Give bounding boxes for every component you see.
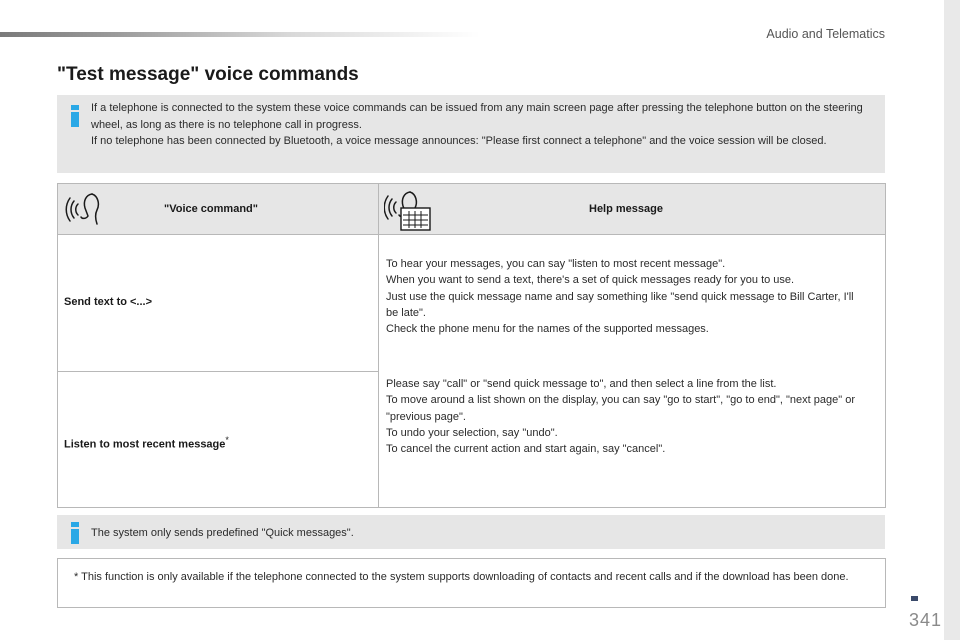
table-header-row (58, 184, 885, 235)
command-send-text: Send text to <...> (64, 296, 153, 308)
voice-command-table (57, 183, 886, 508)
note-info-box (57, 515, 885, 549)
footnote-text: * This function is only available if the telephone connected to the system supports downloading of contacts and recent calls and if the download has been done. (74, 571, 849, 583)
help-paragraph-1: To hear your messages, you can say "listen to most recent message". When you want to send a text, there's a set of quick messages ready for you to use. Just use the quick message name and say something like "send quick message to Bill Carter, I'll be late". Check the phone menu for the names of the supported messages. (386, 258, 854, 336)
info-icon (71, 105, 79, 127)
section-title: Audio and Telematics (766, 27, 885, 41)
help-paragraph-2: Please say "call" or "send quick message to", and then select a line from the list. To move around a list shown on the display, you can say "go to start", "go to end", "next page" or "previous page". To undo your selection, say "undo". To cancel the current action and start again, say "cancel". (386, 378, 855, 456)
header-voice-command: "Voice command" (164, 203, 258, 215)
footnote-box (57, 558, 886, 608)
page-edge-strip (944, 0, 960, 640)
voice-speaking-icon (64, 192, 100, 226)
page-title: "Test message" voice commands (57, 64, 359, 85)
phone-keypad-speaking-icon (384, 190, 432, 232)
footnote-marker: * (225, 435, 229, 445)
intro-info-line1: If a telephone is connected to the system these voice commands can be issued from any main screen page after pressing the telephone button on the steering wheel, as long as there is no telephone call in progress. (91, 102, 863, 131)
page-marker (911, 596, 918, 601)
intro-info-box (57, 95, 885, 173)
header-help-message: Help message (589, 203, 663, 215)
page-number: 341 (908, 610, 942, 630)
intro-info-line2: If no telephone has been connected by Bluetooth, a voice message announces: "Please first connect a telephone" and the voice session will be closed. (91, 135, 827, 147)
header-gradient-bar (0, 32, 480, 37)
note-info-text: The system only sends predefined "Quick messages". (91, 527, 354, 539)
row-divider (58, 371, 378, 372)
info-icon (71, 522, 79, 544)
column-divider (378, 184, 379, 507)
command-listen-recent: Listen to most recent message* (64, 435, 229, 451)
